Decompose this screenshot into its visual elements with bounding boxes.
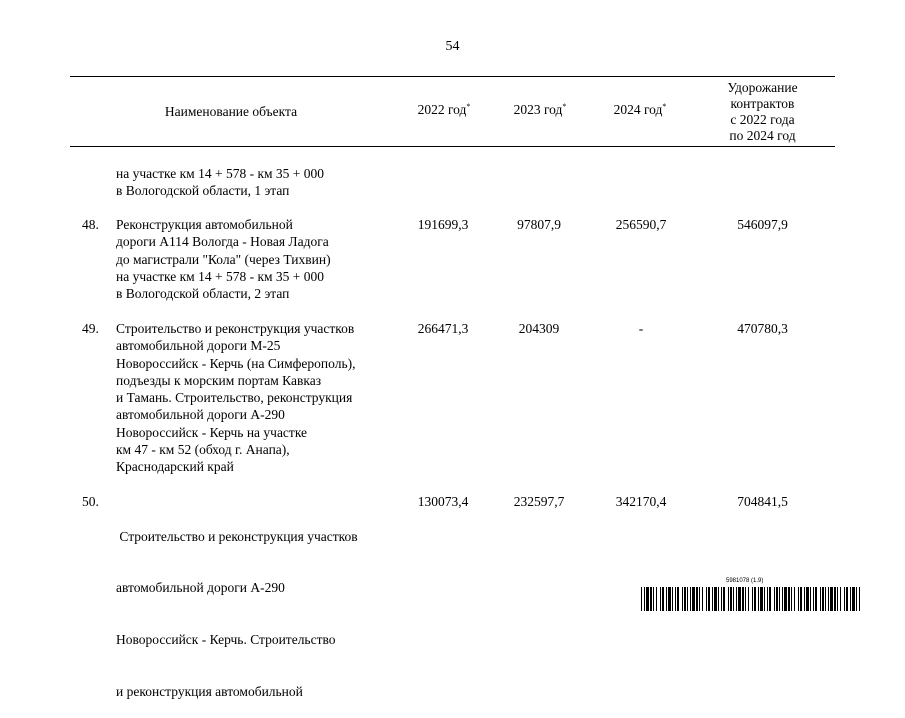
row-value-increase: 470780,3	[737, 321, 788, 336]
row-value-2023: 204309	[518, 321, 560, 336]
header-2024: 2024 год*	[613, 102, 667, 117]
row-value-2024: -	[638, 321, 644, 336]
row-value-2023: 97807,9	[517, 217, 561, 232]
row-value-2024: 342170,4	[615, 494, 667, 509]
row-number: 48.	[82, 217, 99, 232]
row-value-increase: 704841,5	[737, 494, 788, 509]
page-number: 54	[445, 39, 460, 54]
barcode-label: 5981078 (1.9)	[726, 578, 764, 584]
row-value-2024: 256590,7	[615, 217, 667, 232]
row-value-increase: 546097,9	[737, 217, 788, 232]
header-name: Наименование объекта	[164, 104, 298, 119]
barcode-image	[641, 587, 861, 611]
header-2022: 2022 год*	[417, 102, 471, 117]
row-name: Реконструкция автомобильной дороги А114 Вологда - Новая Ладога до магистрали "Кола" (через Тихвин) на участке км 14 + 578 - км 35 + 000 в Вологодской области, 2 этап	[116, 217, 331, 302]
row-value-2022: 130073,4	[417, 494, 469, 509]
row-number: 50.	[82, 494, 99, 509]
row-value-2022: 191699,3	[417, 217, 469, 232]
header-2023: 2023 год*	[513, 102, 567, 117]
row-value-2022: 266471,3	[417, 321, 469, 336]
header-increase: Удорожание контрактов с 2022 года по 2024 год	[727, 80, 798, 143]
table-top-rule	[70, 76, 835, 77]
table-header-bottom-rule	[70, 146, 835, 147]
continuation-text: на участке км 14 + 578 - км 35 + 000 в Вологодской области, 1 этап	[116, 166, 325, 199]
row-name: Строительство и реконструкция участков автомобильной дороги М-25 Новороссийск - Керчь (на Симферополь), подъезды к морским портам Кавказ и Тамань. Строительство, реконструкция автомобильной дороги А-290 Новороссийск - Керчь на участке км 47 - км 52 (обход г. Анапа), Краснодарский край	[116, 321, 356, 475]
row-number: 49.	[82, 321, 99, 336]
row-name: Строительство и реконструкция участков автомобильной дороги А-290 Новороссийск - Керчь. Строительство и реконструкция автомобильной	[116, 528, 358, 700]
row-value-2023: 232597,7	[513, 494, 565, 509]
